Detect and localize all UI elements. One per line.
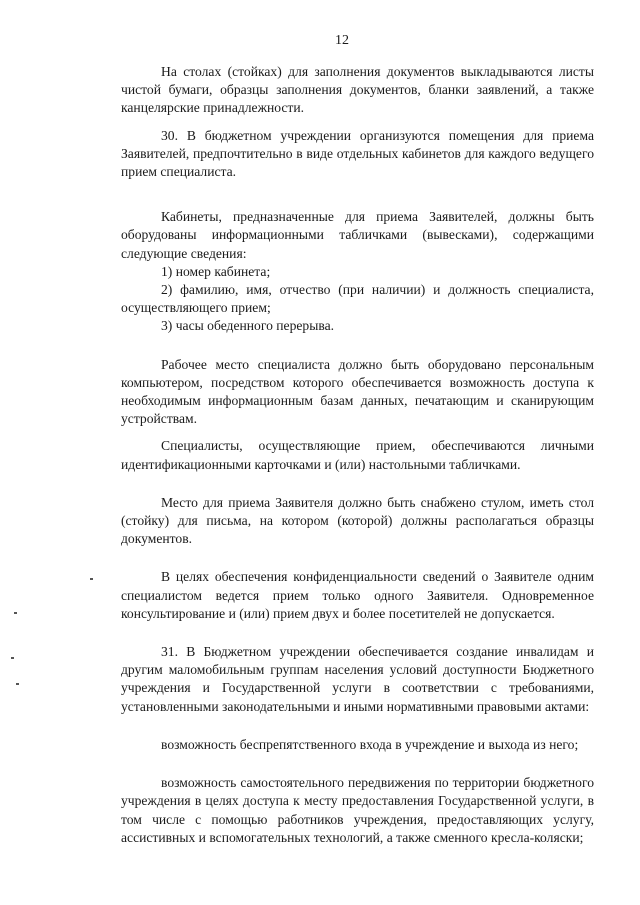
scan-speck [14,612,17,614]
scan-speck [90,578,93,580]
scan-speck [11,657,14,659]
paragraph-workplace: Рабочее место специалиста должно быть оборудовано персональным компьютером, посредством которого обеспечивается возможность доступа к необходимым информационным базам данных, печатающим и сканирующим устройствам. [121,356,594,427]
list-item-cabinet-number: 1) номер кабинета; [161,263,271,279]
paragraph-cabinet-signs: Кабинеты, предназначенные для приема Заявителей, должны быть оборудованы информационными табличками (вывесками), содержащими следующие сведения: [121,209,594,261]
paragraph-item-31: 31. В Бюджетном учреждении обеспечивается создание инвалидам и другим маломобильным группам населения условий доступности Бюджетного учреждения и Государственной услуги в соответствии с требованиями, установленными законодательными и иными нормативными правовыми актами: [121,644,594,714]
document-body [121,63,594,847]
paragraph-reception-place: Место для приема Заявителя должно быть снабжено стулом, иметь стол (стойку) для письма, на котором (которой) должны располагаться образцы документов. [121,494,594,547]
paragraph-id-cards: Специалисты, осуществляющие прием, обеспечиваются личными идентификационными карточками и (или) настольными табличками. [121,438,594,472]
paragraph-confidentiality: В целях обеспечения конфиденциальности сведений о Заявителе одним специалистом ведется прием только одного Заявителя. Одновременное консультирование и (или) прием двух и более посетителей не допускается. [121,569,594,621]
paragraph-self-movement: возможность самостоятельного передвижения по территории бюджетного учреждения в целях доступа к месту предоставления Государственной услуги, в том числе с помощью работников учреждения, предоставляющих услугу, ассистивных и вспомогательных технологий, а также сменного кресла-коляски; [121,775,594,845]
page-number: 12 [335,33,349,48]
list-item-lunch-hours: 3) часы обеденного перерыва. [161,318,335,334]
scan-speck [16,683,19,685]
paragraph-desk-supplies: На столах (стойках) для заполнения документов выкладываются листы чистой бумаги, образцы заполнения документов, бланки заявлений, а также канцелярские принадлежности. [121,64,594,116]
paragraph-item-30: 30. В бюджетном учреждении организуются помещения для приема Заявителей, предпочтительно в виде отдельных кабинетов для каждого ведущего прием специалиста. [121,127,594,180]
list-item-specialist-name: 2) фамилию, имя, отчество (при наличии) и должность специалиста, осуществляющего прием; [121,282,594,316]
paragraph-free-access: возможность беспрепятственного входа в учреждение и выхода из него; [161,736,579,752]
